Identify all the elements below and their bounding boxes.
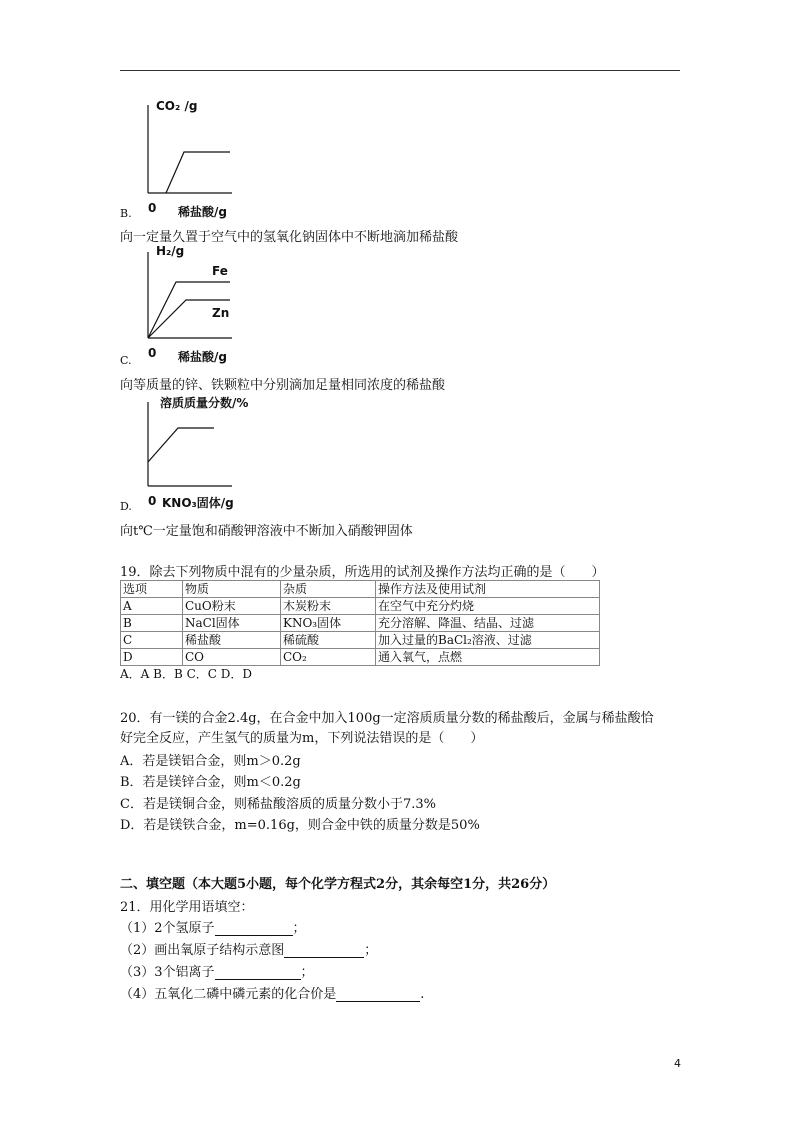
graph-c-fe-label: Fe xyxy=(212,264,228,278)
q19-row-d xyxy=(121,649,600,666)
q20-option-b: B．若是镁锌合金，则m＜0.2g xyxy=(120,775,301,790)
table-cell: CO₂ xyxy=(281,649,376,666)
q21-item-3 xyxy=(120,961,314,980)
table-cell: 充分溶解、降温、结晶、过滤 xyxy=(376,615,600,632)
table-cell: NaCl固体 xyxy=(183,615,281,632)
q20-stem-line2: 好完全反应，产生氢气的质量为m，下列说法错误的是（ ） xyxy=(120,731,484,746)
graph-d-curve xyxy=(148,428,214,462)
q21-item-2 xyxy=(120,939,377,958)
graph-b-plot xyxy=(120,95,260,220)
q21-item-4 xyxy=(120,983,424,1002)
graph-d-ylabel: 溶质质量分数/% xyxy=(160,396,249,410)
q20-option-d: D．若是镁铁合金，m=0.16g，则合金中铁的质量分数是50% xyxy=(120,818,480,833)
q21-item-end: ； xyxy=(364,943,378,958)
q21-item-text: （3）3个铝离子 xyxy=(120,965,215,980)
q19-choices: A．A B．B C．C D．D xyxy=(120,667,253,681)
graph-b-letter: B. xyxy=(120,207,132,220)
graph-b-caption: 向一定量久置于空气中的氢氧化钠固体中不断地滴加稀盐酸 xyxy=(120,230,459,245)
q19-header-cell: 选项 xyxy=(121,581,183,598)
page-number: 4 xyxy=(674,1057,681,1070)
table-cell: 稀硫酸 xyxy=(281,632,376,649)
graph-c-caption: 向等质量的锌、铁颗粒中分别滴加足量相同浓度的稀盐酸 xyxy=(120,378,446,393)
graph-d-caption: 向t℃一定量饱和硝酸钾溶液中不断加入硝酸钾固体 xyxy=(120,524,413,539)
answer-blank[interactable] xyxy=(215,966,301,980)
section-heading: 二、填空题（本大题5小题，每个化学方程式2分，其余每空1分，共26分） xyxy=(120,877,556,892)
graph-c-xlabel: 稀盐酸/g xyxy=(178,350,227,364)
graph-d xyxy=(120,390,280,516)
q19-row-b xyxy=(121,615,600,632)
header-rule xyxy=(120,70,680,71)
table-cell: KNO₃固体 xyxy=(281,615,376,632)
q21-stem: 21．用化学用语填空： xyxy=(120,900,254,915)
q20-option-c: C．若是镁铜合金，则稀盐酸溶质的质量分数小于7.3% xyxy=(120,797,436,812)
q21-item-end: ； xyxy=(292,921,306,936)
table-cell: C xyxy=(121,632,183,649)
table-cell: 加入过量的BaCl₂溶液、过滤 xyxy=(376,632,600,649)
q21-item-end: . xyxy=(420,987,425,1002)
graph-c-origin: 0 xyxy=(148,346,157,360)
q21-item-text: （4）五氧化二磷中磷元素的化合价是 xyxy=(120,987,337,1002)
graph-d-origin: 0 xyxy=(148,494,157,508)
graph-c-zn-label: Zn xyxy=(212,306,230,320)
graph-d-letter: D. xyxy=(120,500,132,513)
q19-row-c xyxy=(121,632,600,649)
table-cell: 通入氧气，点燃 xyxy=(376,649,600,666)
graph-d-xlabel: KNO₃固体/g xyxy=(162,496,234,510)
q19-header-row xyxy=(121,581,600,598)
graph-c xyxy=(120,240,260,368)
q21-item-1 xyxy=(120,917,306,936)
q20-stem-line1: 20．有一镁的合金2.4g，在合金中加入100g一定溶质质量分数的稀盐酸后，金属与稀盐酸恰 xyxy=(120,711,654,726)
graph-c-letter: C. xyxy=(120,354,132,367)
q21-item-text: （2）画出氧原子结构示意图 xyxy=(120,943,285,958)
graph-b-curve xyxy=(166,152,230,193)
q20-option-a: A．若是镁铝合金，则m＞0.2g xyxy=(120,754,301,769)
q19-header-cell: 物质 xyxy=(183,581,281,598)
q19-table xyxy=(120,580,600,666)
q19-header-cell: 操作方法及使用试剂 xyxy=(376,581,600,598)
table-cell: B xyxy=(121,615,183,632)
answer-blank[interactable] xyxy=(336,988,420,1002)
graph-c-ylabel: H₂/g xyxy=(156,244,185,258)
graph-b-origin: 0 xyxy=(148,201,157,215)
graph-b xyxy=(120,95,260,220)
table-cell: A xyxy=(121,598,183,615)
q21-item-end: ； xyxy=(300,965,314,980)
q19-stem: 19．除去下列物质中混有的少量杂质，所选用的试剂及操作方法均正确的是（ ） xyxy=(120,565,605,580)
table-cell: CuO粉末 xyxy=(183,598,281,615)
table-cell: 在空气中充分灼烧 xyxy=(376,598,600,615)
q19-header-cell: 杂质 xyxy=(281,581,376,598)
table-cell: D xyxy=(121,649,183,666)
table-cell: 稀盐酸 xyxy=(183,632,281,649)
table-cell: 木炭粉末 xyxy=(281,598,376,615)
q21-item-text: （1）2个氢原子 xyxy=(120,921,215,936)
table-cell: CO xyxy=(183,649,281,666)
answer-blank[interactable] xyxy=(215,922,293,936)
q19-row-a xyxy=(121,598,600,615)
graph-b-ylabel: CO₂ /g xyxy=(156,99,198,113)
answer-blank[interactable] xyxy=(284,944,364,958)
graph-b-xlabel: 稀盐酸/g xyxy=(178,205,227,219)
